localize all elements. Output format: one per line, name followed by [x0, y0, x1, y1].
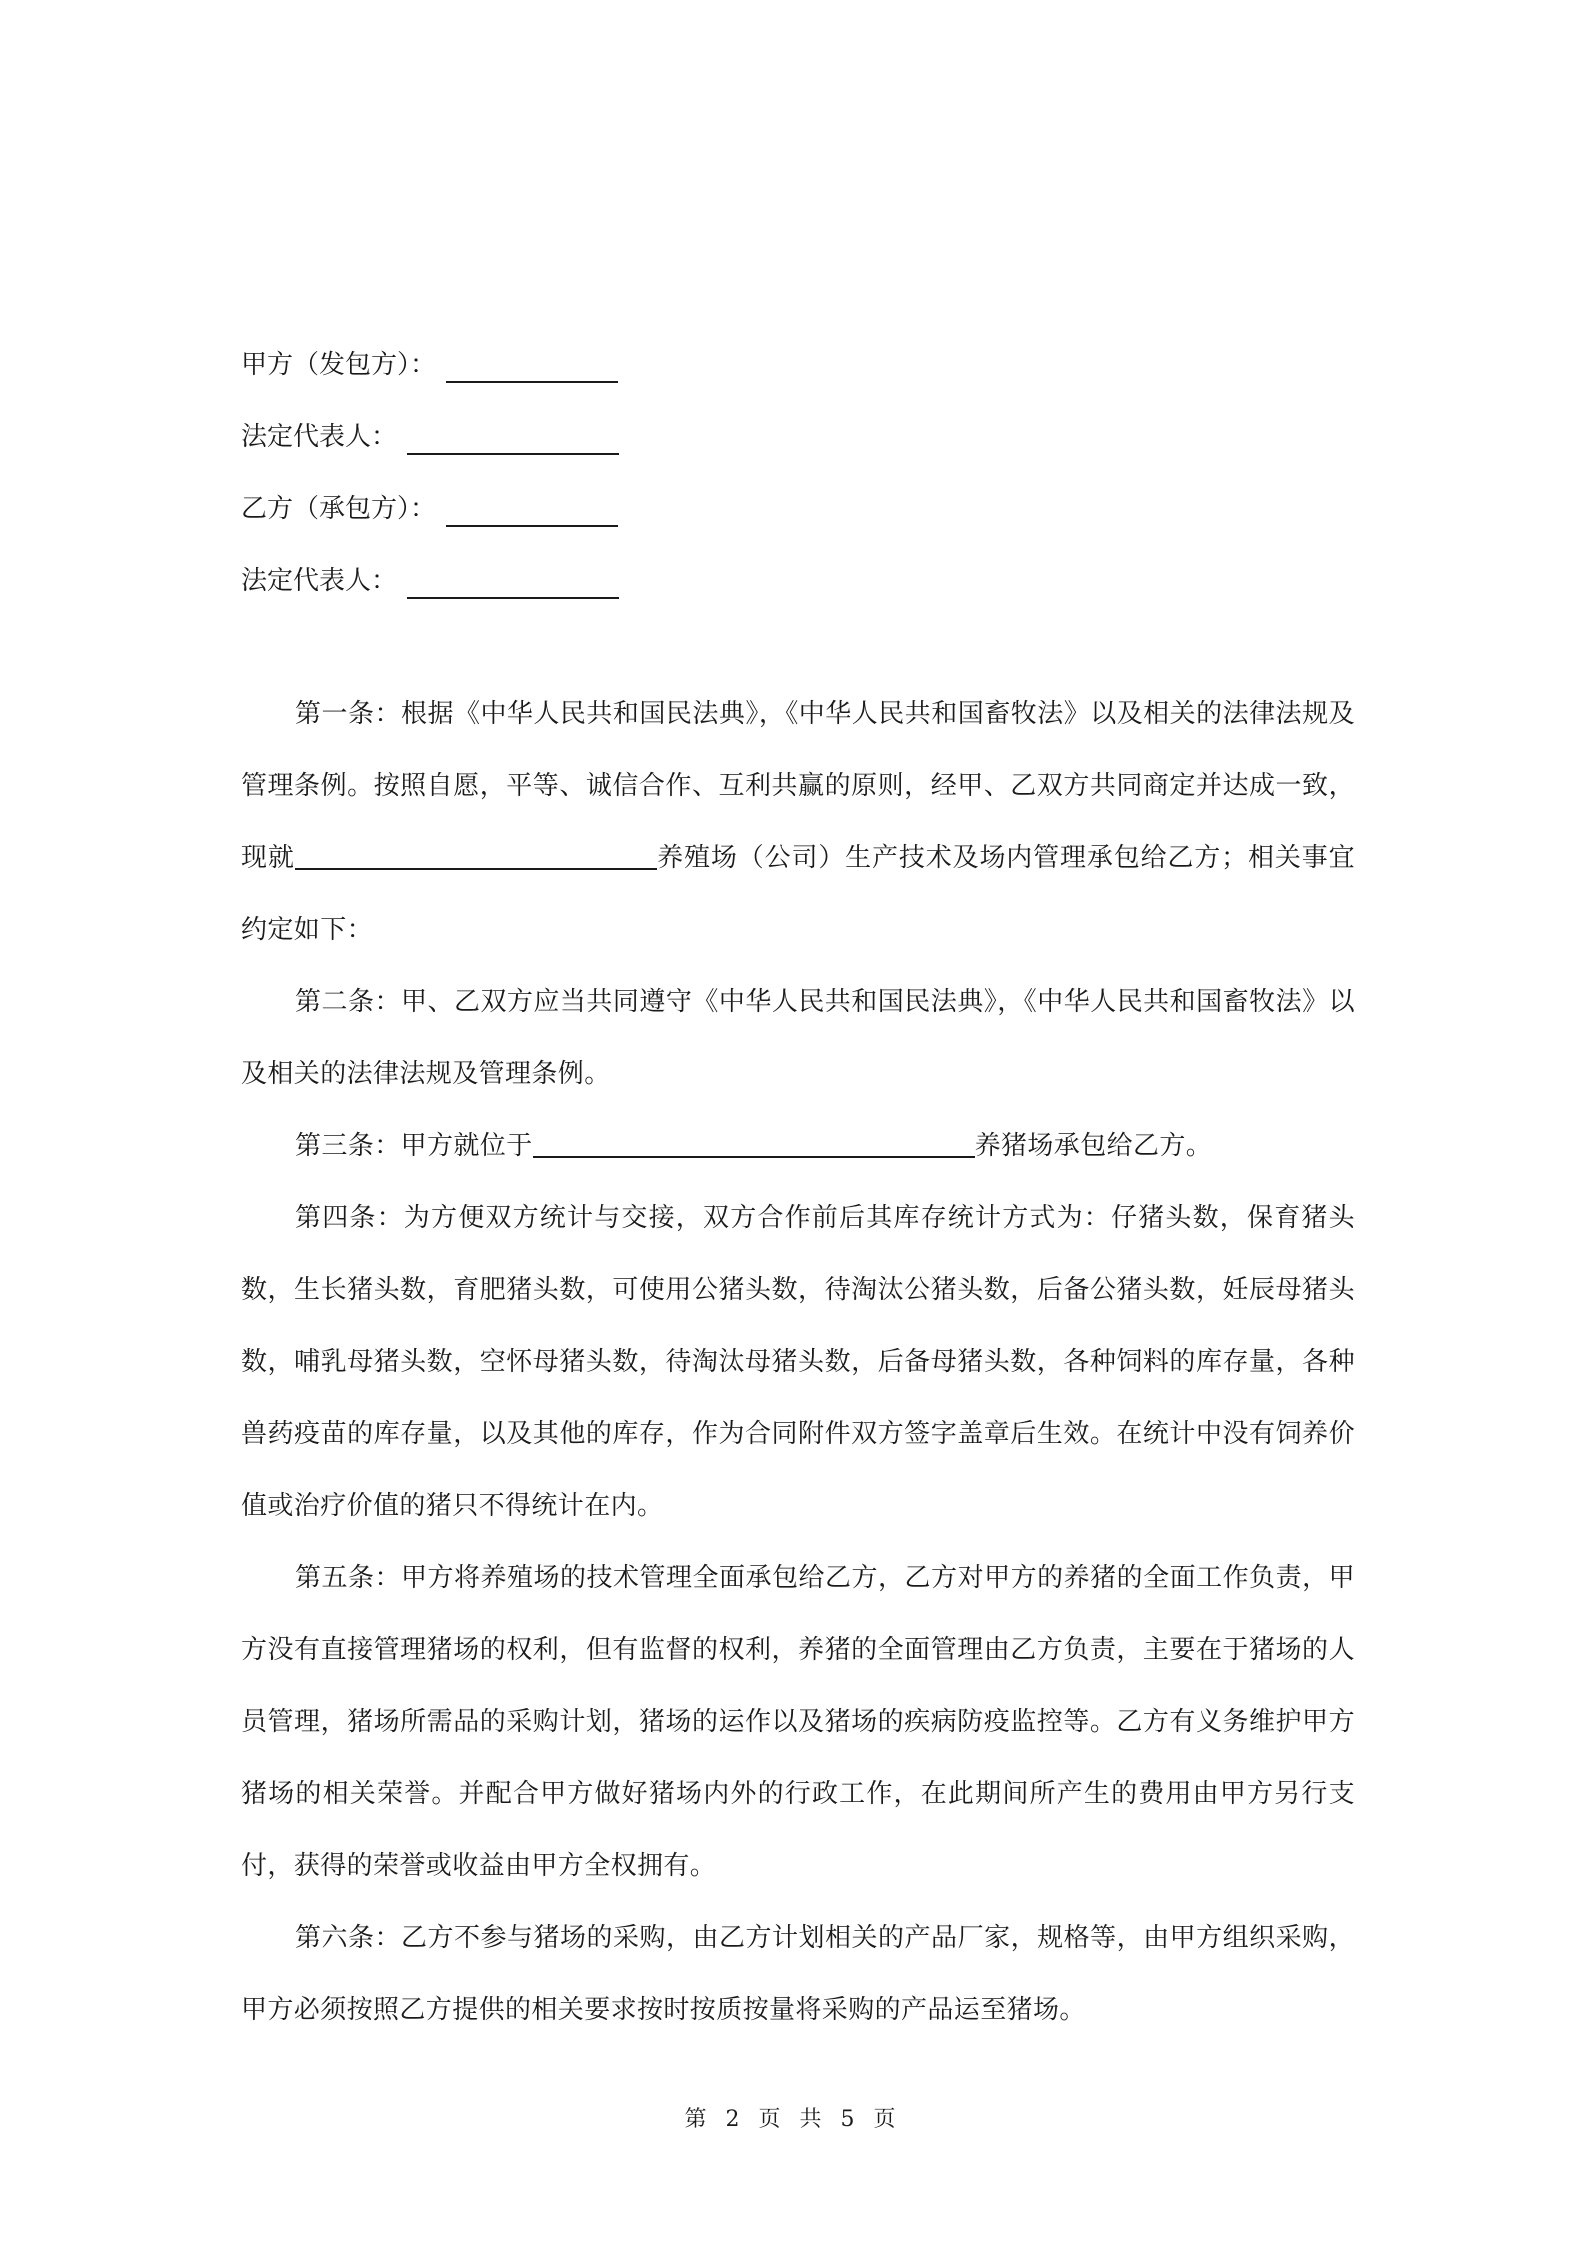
article-1: [241, 678, 1355, 966]
party-b-rep-field: [241, 563, 619, 599]
article-3-location-blank[interactable]: [533, 1130, 975, 1158]
article-2-number: 第二条: [295, 987, 375, 1017]
article-1-number: 第一条: [295, 699, 375, 729]
article-5: [241, 1542, 1355, 1902]
article-4-text: ：为方便双方统计与交接，双方合作前后其库存统计方式为：仔猪头数，保育猪头数，生长猪头数，育肥猪头数，可使用公猪头数，待淘汰公猪头数，后备公猪头数，妊辰母猪头数，哺乳母猪头数，空怀母猪头数，待淘汰母猪头数，后备母猪头数，各种饲料的库存量，各种兽药疫苗的库存量，以及其他的库存，作为合同附件双方签字盖章后生效。在统计中没有饲养价值或治疗价值的猪只不得统计在内。: [241, 1203, 1356, 1521]
article-5-text: ：甲方将养殖场的技术管理全面承包给乙方，乙方对甲方的养猪的全面工作负责，甲方没有直接管理猪场的权利，但有监督的权利，养猪的全面管理由乙方负责，主要在于猪场的人员管理，猪场所需品的采购计划，猪场的运作以及猪场的疾病防疫监控等。乙方有义务维护甲方猪场的相关荣誉。并配合甲方做好猪场内外的行政工作，在此期间所产生的费用由甲方另行支付，获得的荣誉或收益由甲方全权拥有。: [241, 1563, 1355, 1881]
page-footer: 第 2 页 共 5 页: [684, 2107, 902, 2132]
article-6: [241, 1902, 1355, 2046]
party-a-rep-label: 法定代表人：: [241, 422, 398, 452]
article-5-number: 第五条: [295, 1563, 375, 1593]
article-3-text-2: 养猪场承包给乙方。: [974, 1131, 1213, 1161]
party-a-label: 甲方（发包方）：: [241, 350, 437, 380]
article-6-text: ：乙方不参与猪场的采购，由乙方计划相关的产品厂家，规格等，由甲方组织采购，甲方必须按照乙方提供的相关要求按时按质按量将采购的产品运至猪场。: [241, 1923, 1355, 2025]
contract-articles: [241, 678, 1355, 2046]
article-2: [241, 966, 1355, 1110]
article-4-number: 第四条: [295, 1203, 377, 1233]
article-3-text-1: ：甲方就位于: [374, 1131, 533, 1161]
party-a-blank[interactable]: [446, 351, 618, 383]
party-b-rep-blank[interactable]: [407, 567, 619, 599]
party-a-rep-field: [241, 419, 619, 455]
article-4: [241, 1182, 1355, 1542]
article-6-number: 第六条: [295, 1923, 375, 1953]
party-b-blank[interactable]: [446, 495, 618, 527]
article-2-text: ：甲、乙双方应当共同遵守《中华人民共和国民法典》，《中华人民共和国畜牧法》以及相关的法律法规及管理条例。: [241, 987, 1356, 1089]
party-a-rep-blank[interactable]: [407, 423, 619, 455]
article-3-number: 第三条: [295, 1131, 375, 1161]
article-3: [241, 1110, 1355, 1182]
party-b-label: 乙方（承包方）：: [241, 494, 437, 524]
party-b-rep-label: 法定代表人：: [241, 566, 398, 596]
party-b-field: [241, 491, 618, 527]
party-a-field: [241, 347, 618, 383]
article-1-farm-name-blank[interactable]: [295, 842, 657, 870]
article-1-text-1: ：根据《中华人民共和国民法典》，《中华人民共和国畜牧法》以及相关的法律法规及管理条例。按照自愿，平等、诚信合作、互利共赢的原则，经甲、乙双方共同商定并达成一致，现就: [241, 699, 1356, 873]
article-1-text-2: 养殖场（公司）生产技术及场内管理承包给乙方；相关事宜约定如下：: [241, 843, 1355, 945]
